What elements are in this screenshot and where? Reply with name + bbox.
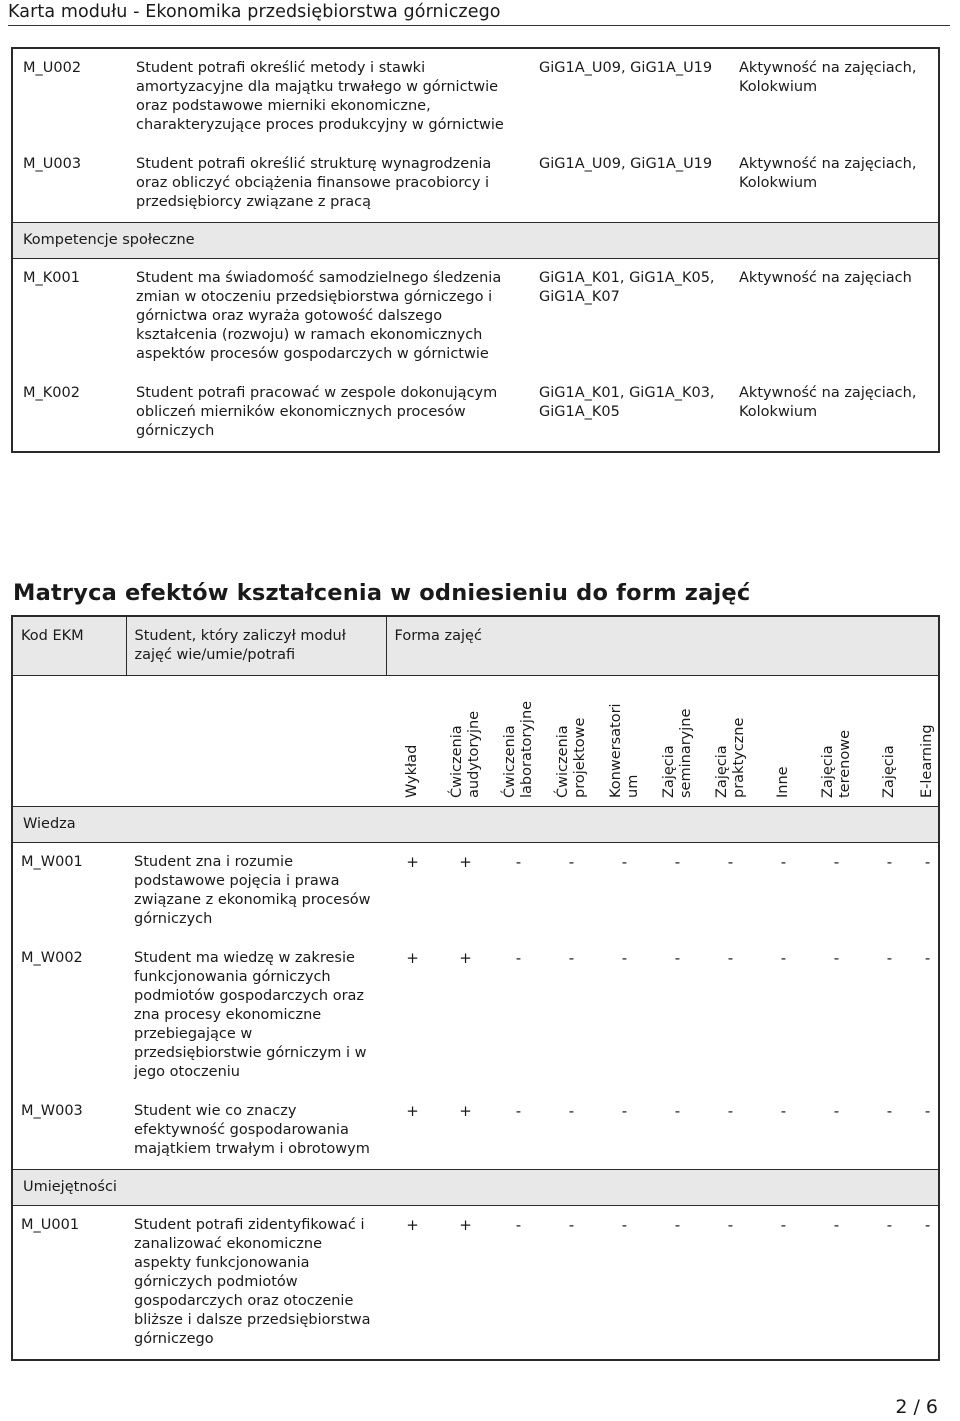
header-kod-ekm: Kod EKM: [12, 616, 126, 676]
outcome-references: GiG1A_K01, GiG1A_K05, GiG1A_K07: [539, 270, 715, 305]
form-header-label: [449, 711, 483, 798]
outcome-row: [12, 374, 939, 452]
matrix-mark: +: [406, 1216, 419, 1234]
page-header: [8, 0, 950, 26]
section-label: Kompetencje społeczne: [12, 223, 939, 259]
matrix-mark: +: [406, 949, 419, 967]
matrix-mark: +: [406, 1102, 419, 1120]
matrix-mark: -: [727, 1102, 734, 1120]
form-header-line: audytoryjne: [465, 710, 482, 798]
form-header-line: Zajęcia: [880, 745, 897, 798]
matrix-mark: -: [924, 1102, 931, 1120]
forms-header-row: [12, 676, 939, 807]
matrix-mark: -: [886, 1102, 893, 1120]
form-header-line: Ćwiczenia: [448, 725, 465, 798]
form-header-line: Zajęcia: [660, 745, 677, 798]
form-header-line: um: [624, 774, 641, 798]
matrix-code: M_W001: [21, 854, 83, 870]
section-row: [12, 223, 939, 259]
matrix-table: [11, 615, 940, 1361]
outcome-verification: Aktywność na zajęciach, Kolokwium: [739, 156, 917, 191]
matrix-mark: -: [924, 853, 931, 871]
matrix-mark: -: [727, 949, 734, 967]
matrix-mark: -: [568, 1102, 575, 1120]
outcome-verification: Aktywność na zajęciach, Kolokwium: [739, 385, 917, 420]
outcome-code: M_K002: [23, 385, 80, 401]
matrix-mark: -: [780, 853, 787, 871]
matrix-row: [12, 1206, 939, 1361]
matrix-section-label: Umiejętności: [12, 1170, 939, 1206]
matrix-title: Matryca efektów kształcenia w odniesieniu do form zajęć: [13, 580, 751, 606]
outcome-description: Student potrafi określić strukturę wynagrodzenia oraz obliczyć obciążenia finansowe pracobiorcy i przedsiębiorcy związane z pracą: [136, 156, 492, 210]
matrix-mark: -: [924, 1216, 931, 1234]
matrix-mark: +: [459, 853, 472, 871]
form-header-label: [775, 766, 792, 798]
matrix-description: Student potrafi zidentyfikować i zanalizować ekonomiczne aspekty funkcjonowania górniczych podmiotów gospodarczych oraz otoczenie bliższe i dalsze przedsiębiorstwa górniczego: [134, 1217, 371, 1347]
outcome-verification: Aktywność na zajęciach, Kolokwium: [739, 60, 917, 95]
matrix-mark: +: [406, 853, 419, 871]
matrix-code: M_W002: [21, 950, 83, 966]
outcome-row: [12, 145, 939, 223]
matrix-mark: -: [674, 853, 681, 871]
outcome-code: M_U002: [23, 60, 82, 76]
form-header-line: Wykład: [403, 744, 420, 798]
matrix-mark: -: [568, 949, 575, 967]
outcome-code: M_K001: [23, 270, 80, 286]
form-header: [916, 676, 939, 807]
form-header-line: Inne: [774, 766, 791, 798]
matrix-row: [12, 1092, 939, 1170]
matrix-mark: -: [833, 1216, 840, 1234]
matrix-mark: -: [515, 853, 522, 871]
matrix-mark: -: [674, 1102, 681, 1120]
form-header-line: seminaryjne: [677, 708, 694, 798]
matrix-section-row: [12, 807, 939, 843]
outcome-references: GiG1A_U09, GiG1A_U19: [539, 60, 713, 76]
form-header: [704, 676, 757, 807]
matrix-mark: +: [459, 1102, 472, 1120]
matrix-mark: -: [833, 853, 840, 871]
matrix-mark: -: [621, 853, 628, 871]
matrix-mark: -: [886, 1216, 893, 1234]
outcome-code: M_U003: [23, 156, 82, 172]
matrix-code: M_U001: [21, 1217, 80, 1233]
matrix-mark: -: [780, 1216, 787, 1234]
matrix-mark: -: [833, 949, 840, 967]
matrix-mark: +: [459, 949, 472, 967]
form-header: [651, 676, 704, 807]
matrix-header-row: [12, 616, 939, 676]
form-header-label: [820, 730, 854, 798]
form-header-line: Konwersatori: [607, 703, 624, 798]
matrix-mark: -: [515, 949, 522, 967]
outcome-description: Student potrafi określić metody i stawki amortyzacyjne dla majątku trwałego w górnictwie oraz podstawowe mierniki ekonomiczne, charakteryzujące proces produkcyjny w górnictwie: [136, 60, 504, 133]
matrix-mark: -: [674, 949, 681, 967]
learning-outcomes-table: [11, 47, 940, 453]
matrix-mark: -: [621, 1216, 628, 1234]
outcome-references: GiG1A_K01, GiG1A_K03, GiG1A_K05: [539, 385, 715, 420]
matrix-row: [12, 843, 939, 940]
matrix-mark: +: [459, 1216, 472, 1234]
matrix-mark: -: [833, 1102, 840, 1120]
matrix-mark: -: [886, 949, 893, 967]
matrix-mark: -: [621, 949, 628, 967]
form-header: [598, 676, 651, 807]
matrix-mark: -: [674, 1216, 681, 1234]
matrix-mark: -: [780, 1102, 787, 1120]
form-header-label: [502, 701, 536, 798]
form-header: [810, 676, 863, 807]
header-forma-zajec: Forma zajęć: [386, 616, 939, 676]
form-header-line: E-learning: [918, 724, 935, 798]
page-title: Karta modułu - Ekonomika przedsiębiorstwa górniczego: [8, 2, 501, 22]
form-header-line: praktyczne: [730, 717, 747, 798]
header-student: Student, który zaliczył moduł zajęć wie/umie/potrafi: [126, 616, 386, 676]
form-header: [757, 676, 810, 807]
form-header-label: [555, 718, 589, 798]
matrix-mark: -: [621, 1102, 628, 1120]
matrix-mark: -: [515, 1216, 522, 1234]
outcome-row: [12, 259, 939, 375]
matrix-mark: -: [515, 1102, 522, 1120]
matrix-row: [12, 939, 939, 1092]
form-header: [492, 676, 545, 807]
matrix-description: Student zna i rozumie podstawowe pojęcia i prawa związane z ekonomiką procesów górniczych: [134, 854, 371, 927]
form-header-line: Zajęcia: [713, 745, 730, 798]
matrix-description: Student wie co znaczy efektywność gospodarowania majątkiem trwałym i obrotowym: [134, 1103, 370, 1157]
matrix-mark: -: [568, 1216, 575, 1234]
form-header: [386, 676, 439, 807]
form-header-label: [919, 724, 936, 798]
matrix-description: Student ma wiedzę w zakresie funkcjonowania górniczych podmiotów gospodarczych oraz zna procesy ekonomiczne przebiegające w przedsiębiorstwie górniczym i w jego otoczeniu: [134, 950, 367, 1080]
form-header-label: [608, 703, 642, 798]
matrix-code: M_W003: [21, 1103, 83, 1119]
form-header: [439, 676, 492, 807]
form-header: [863, 676, 916, 807]
matrix-mark: -: [886, 853, 893, 871]
form-header: [545, 676, 598, 807]
outcome-description: Student ma świadomość samodzielnego śledzenia zmian w otoczeniu przedsiębiorstwa górniczego i górnictwa oraz wyraża gotowość dalszego kształcenia (rozwoju) w ramach ekonomicznych aspektów procesów gospodarczych w górnictwie: [136, 270, 502, 362]
matrix-mark: -: [727, 853, 734, 871]
outcome-row: [12, 48, 939, 145]
form-header-line: laboratoryjne: [518, 700, 535, 798]
form-header-line: projektowe: [571, 717, 588, 798]
outcome-description: Student potrafi pracować w zespole dokonującym obliczeń mierników ekonomicznych procesów górniczych: [136, 385, 498, 439]
form-header-line: Ćwiczenia: [501, 725, 518, 798]
matrix-mark: -: [924, 949, 931, 967]
form-header-line: terenowe: [836, 729, 853, 798]
form-header-label: [714, 718, 748, 798]
matrix-section-label: Wiedza: [12, 807, 939, 843]
outcome-references: GiG1A_U09, GiG1A_U19: [539, 156, 713, 172]
matrix-section-row: [12, 1170, 939, 1206]
outcome-verification: Aktywność na zajęciach: [739, 270, 912, 286]
matrix-mark: -: [727, 1216, 734, 1234]
form-header-line: Ćwiczenia: [554, 725, 571, 798]
matrix-mark: -: [780, 949, 787, 967]
page-number: 2 / 6: [895, 1396, 938, 1418]
form-header-label: [881, 745, 898, 798]
matrix-mark: -: [568, 853, 575, 871]
form-header-label: [404, 745, 421, 798]
form-header-line: Zajęcia: [819, 745, 836, 798]
form-header-label: [661, 709, 695, 798]
